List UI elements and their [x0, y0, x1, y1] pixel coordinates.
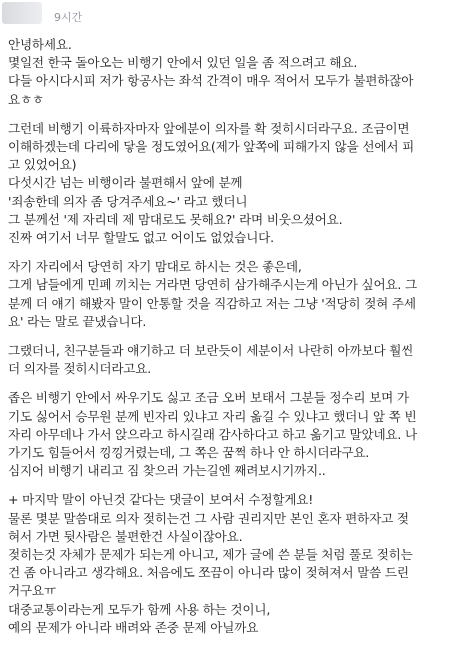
post-text-line: 안녕하세요.: [8, 37, 72, 52]
post-text-line: 기도 싫어서 승무원 분께 빈자리 있냐고 자리 옮길 수 있냐고 했더니 앞 쪽 빈: [8, 408, 417, 424]
post-paragraph: [8, 491, 470, 637]
blurred-author-name[interactable]: [2, 2, 42, 24]
post-text-line: + 마지막 말이 아닌것 같다는 댓글이 보여서 수정할게요!: [8, 492, 314, 508]
post-paragraph: [8, 258, 470, 331]
post-paragraph: [8, 36, 470, 109]
post-text-line: 예의 문제가 아니라 배려와 존중 문제 아닐까요: [8, 619, 259, 635]
post-text-line: 요' 라는 말로 끝냈습니다.: [8, 313, 147, 329]
post-body: [8, 36, 470, 648]
post-text-line: 혀서 가면 뒷사람은 불편한건 사실이잖아요.: [8, 528, 243, 544]
post-text-line: 다들 아시다시피 저가 항공사는 좌석 간격이 매우 적어서 모두가 불편하잖아: [8, 73, 414, 89]
post-text-line: 몇일전 한국 돌아오는 비행기 안에서 있던 일을 좀 적으려고 해요.: [8, 55, 358, 71]
post-text-line: 그랬더니, 친구분들과 얘기하고 더 보란듯이 세분이서 나란히 아까보다 훨씬: [8, 343, 414, 359]
post-timestamp[interactable]: 9시간: [54, 11, 83, 24]
post-text-line: '죄송한데 의자 좀 당겨주세요~' 라고 했더니: [8, 193, 248, 209]
post-paragraph: [8, 120, 470, 247]
post-text-line: 젖히는것 자체가 문제가 되는게 아니고, 제가 글에 쓴 분들 처럼 풀로 젖히는: [8, 547, 413, 563]
post-text-line: 그 분께선 '제 자리데 제 맘대로도 못해요?' 라며 비웃으셨어요.: [8, 211, 343, 227]
post-text-line: 고 있었어요): [8, 157, 77, 173]
post-text-line: 건 좀 아니라고 생각해요. 처음에도 쪼끔이 아니라 많이 젖혀져서 말씀 드린: [8, 565, 409, 581]
post-text-line: 다섯시간 넘는 비행이라 불편해서 앞에 분께: [8, 175, 243, 191]
post-text-line: 요ㅎㅎ: [8, 91, 44, 107]
post-text-line: 진짜 여기서 너무 할말도 없고 어이도 없었습니다.: [8, 230, 274, 246]
post-text-line: 심지어 비행기 내리고 짐 찾으러 가는길엔 째려보시기까지..: [8, 463, 326, 479]
post-header: [0, 0, 476, 30]
post-text-line: 자기 자리에서 당연히 자기 맘대로 하시는 것은 좋은데,: [8, 259, 302, 275]
post-text-line: 대중교통이라는게 모두가 함께 사용 하는 것이니,: [8, 601, 271, 617]
post-text-line: 거구요ㅠ: [8, 583, 56, 599]
post-paragraph: [8, 389, 470, 480]
post-paragraph: [8, 342, 470, 378]
post-text-line: 그런데 비행기 이륙하자마자 앞에분이 의자를 확 젖히시더라구요. 조금이면: [8, 120, 410, 136]
post-text-line: 이해하겠는데 다리에 닿을 정도였어요(제가 앞쪽에 피해가지 않을 선에서 피: [8, 139, 415, 155]
post-text-line: 분께 더 얘기 해봤자 말이 안통할 것을 직감하고 저는 그냥 '적당히 젖혀 주세: [8, 295, 416, 311]
post-text-line: 그게 남들에게 민폐 끼치는 거라면 당연히 삼가해주시는게 아닌가 싶어요. 그: [8, 277, 417, 293]
post-text-line: 더 의자를 젖히시더라고요.: [8, 361, 152, 377]
post-text-line: 물론 몇분 말씀대로 의자 젖히는건 그 사람 권리지만 본인 혼자 편하자고 젖: [8, 510, 409, 526]
post-text-line: 자리 아무데나 가서 앉으라고 하시길래 감사하다고 하고 옮기고 말았네요. 나: [8, 426, 417, 442]
post-text-line: 가기도 힘들어서 낑낑거렸는데, 그 쪽은 꿈쩍 하나 안 하시더라구요.: [8, 445, 370, 461]
post-text-line: 좁은 비행기 안에서 싸우기도 싫고 조금 오버 보태서 그분들 정수리 보며 가: [8, 390, 409, 406]
